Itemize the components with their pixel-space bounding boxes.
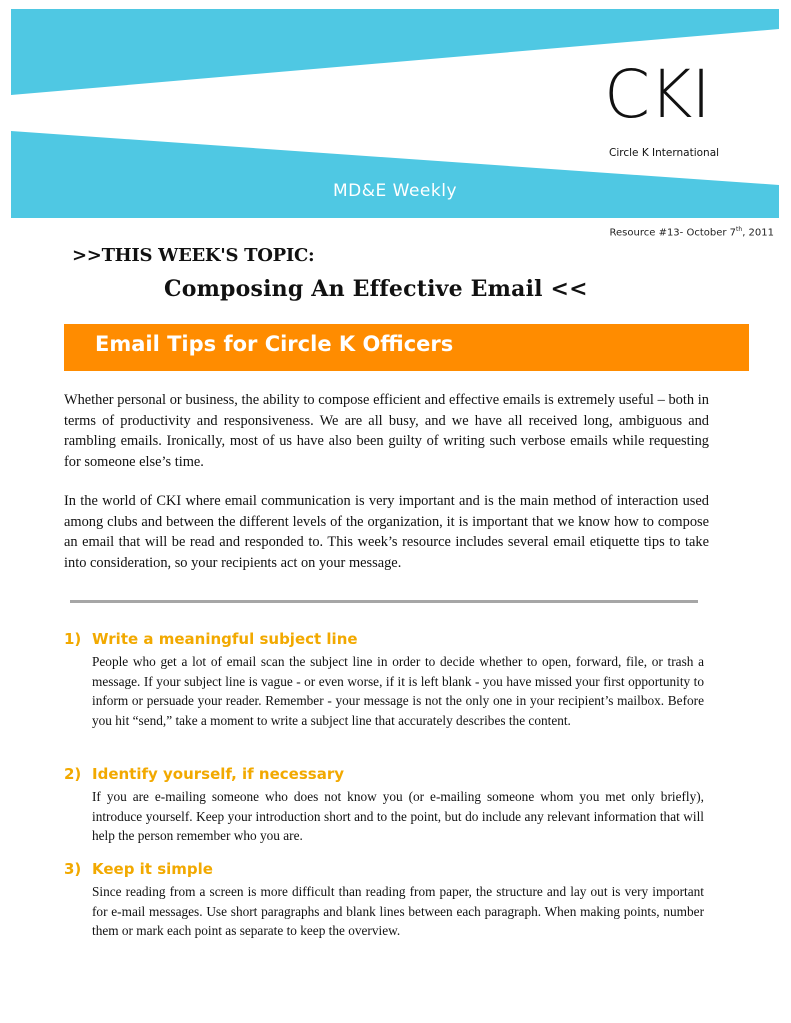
tip-number: 1) — [64, 630, 82, 648]
intro-paragraph-1: Whether personal or business, the ability to compose efficient and effective emails is extremely useful – both in terms of productivity and responsiveness. We are all busy, and we have all received long, ambiguous and rambling emails. Ironically, most of us have also been guilty of writing such verbose emails while requesting for someone else’s time. — [64, 392, 709, 470]
tip-body-2: If you are e-mailing someone who does not know you (or e-mailing someone whom you met only briefly), introduce yourself. Keep your introduction short and to the point, but do include any relevant information that will help the person remember who you are. — [92, 789, 704, 843]
section-banner — [64, 324, 749, 371]
resource-text: Resource #13- October 7 — [609, 227, 737, 239]
tip-heading-2 — [64, 765, 344, 783]
section-banner-title: Email Tips for Circle K Officers — [95, 332, 454, 356]
tip-body-1: People who get a lot of email scan the subject line in order to decide whether to open, forward, file, or trash a message. If your subject line is vague - or even worse, if it is left blank - you have missed your first opportunity to inform or persuade your reader. Remember - your message is not the only one in your recipient’s mailbox. Before you hit “send,” take a moment to write a subject line that accurately describes the content. — [92, 654, 704, 728]
tip-body-3: Since reading from a screen is more difficult than reading from paper, the structure and lay out is very important for e-mail messages. Use short paragraphs and blank lines between each paragraph. When making points, number them or mark each point as separate to keep the overview. — [92, 884, 704, 938]
tip-heading-text: Write a meaningful subject line — [92, 630, 358, 648]
resource-info — [610, 226, 774, 238]
topic-label: >>THIS WEEK'S TOPIC: — [72, 245, 315, 266]
resource-year: , 2011 — [742, 227, 774, 239]
tip-number: 2) — [64, 765, 82, 783]
cki-logo: CKI — [604, 56, 710, 133]
tip-heading-text: Keep it simple — [92, 860, 213, 878]
organization-name: Circle K International — [609, 147, 720, 159]
topic-title: Composing An Effective Email << — [164, 276, 588, 302]
tip-number: 3) — [64, 860, 82, 878]
resource-sup: th — [736, 226, 743, 233]
newsletter-title: MD&E Weekly — [332, 181, 458, 201]
intro-paragraph-2: In the world of CKI where email communication is very important and is the main method of interaction used among clubs and between the different levels of the organization, it is important that we know how to compose an email that will be read and responded to. This week’s resource includes several email etiquette tips to take into consideration, so your recipients act on your message. — [64, 493, 709, 571]
tip-heading-text: Identify yourself, if necessary — [92, 765, 344, 783]
tip-heading-3 — [64, 860, 213, 878]
tip-heading-1 — [64, 630, 358, 648]
divider — [70, 600, 698, 603]
